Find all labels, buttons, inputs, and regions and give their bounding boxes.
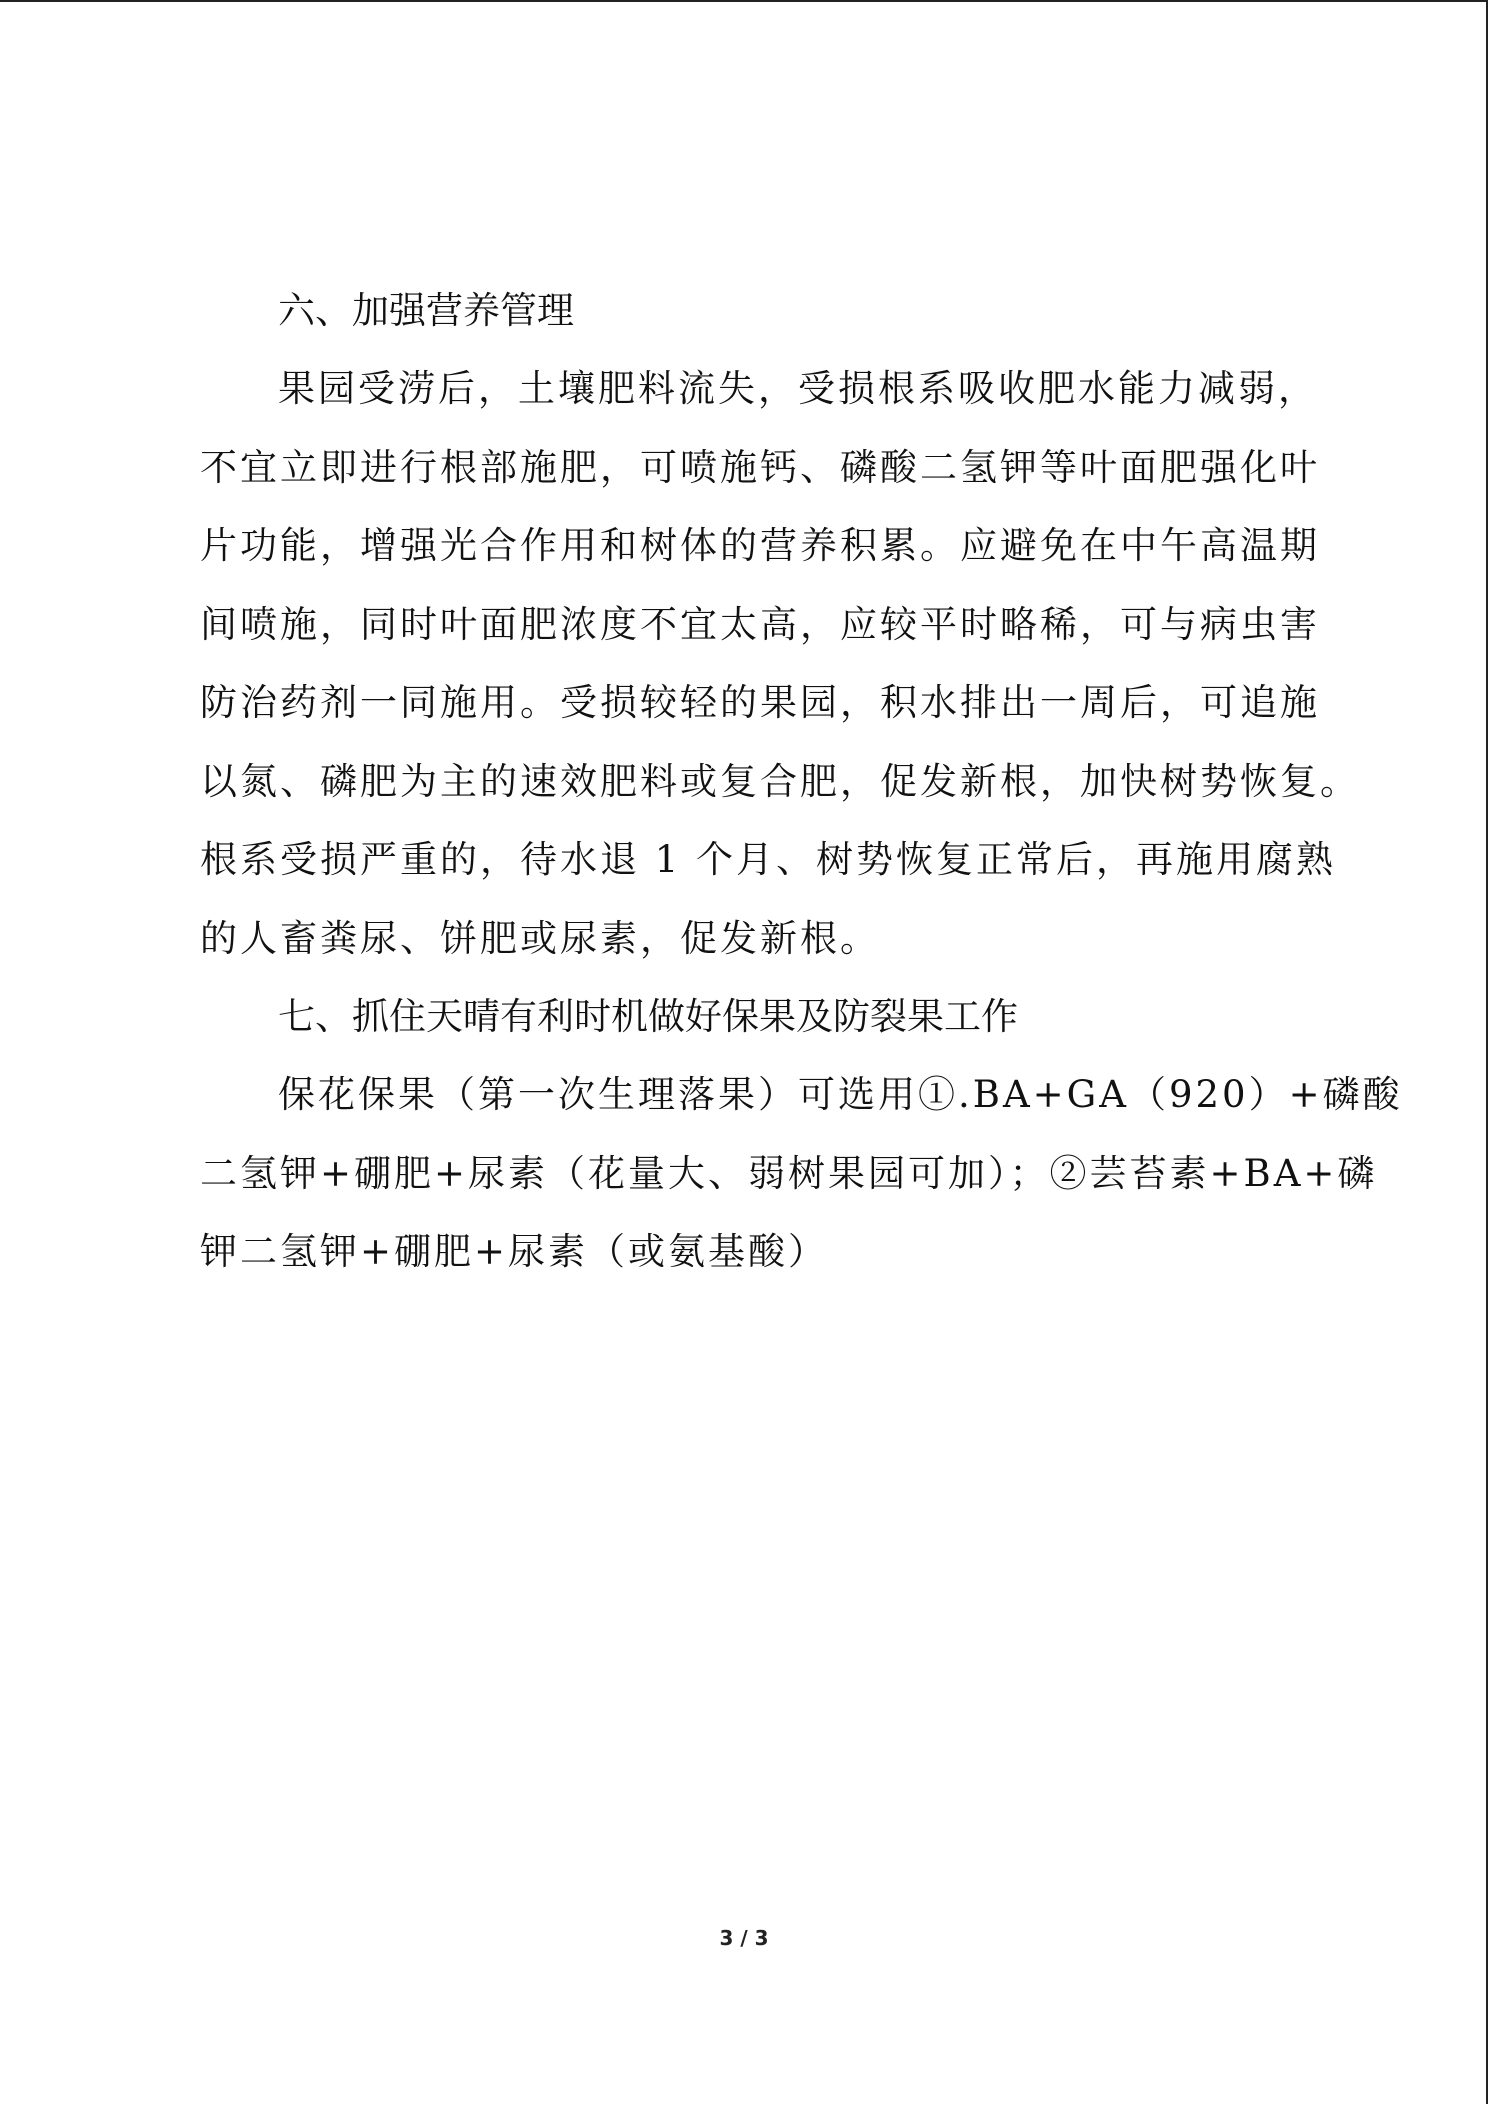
paragraph-line: 的人畜粪尿、饼肥或尿素，促发新根。 <box>200 916 880 960</box>
paragraph-line: 以氮、磷肥为主的速效肥料或复合肥，促发新根，加快树势恢复。 <box>200 759 1360 803</box>
paragraph-line: 片功能，增强光合作用和树体的营养积累。应避免在中午高温期 <box>200 524 1320 567</box>
paragraph-line: 不宜立即进行根部施肥，可喷施钙、磷酸二氢钾等叶面肥强化叶 <box>200 445 1320 489</box>
paragraph-line: 防治药剂一同施用。受损较轻的果园，积水排出一周后，可追施 <box>200 681 1320 724</box>
page-number: 3 / 3 <box>719 1926 769 1950</box>
paragraph-line: 钾二氢钾+硼肥+尿素（或氨基酸） <box>200 1230 829 1273</box>
paragraph-line: 保花保果（第一次生理落果）可选用①.BA+GA（920）+磷酸 <box>278 1073 1403 1116</box>
paragraph-line: 根系受损严重的，待水退 1 个月、树势恢复正常后，再施用腐熟 <box>200 838 1337 881</box>
document-body <box>200 272 1403 1292</box>
section-heading-7: 七、抓住天晴有利时机做好保果及防裂果工作 <box>278 995 1018 1038</box>
paragraph-line: 间喷施，同时叶面肥浓度不宜太高，应较平时略稀，可与病虫害 <box>200 602 1320 646</box>
section-paragraph-6 <box>200 350 1360 978</box>
paragraph-line: 果园受涝后，土壤肥料流失，受损根系吸收肥水能力减弱， <box>278 367 1318 410</box>
section-heading-6: 六、加强营养管理 <box>278 289 574 332</box>
paragraph-line: 二氢钾+硼肥+尿素（花量大、弱树果园可加）；②芸苔素+BA+磷 <box>200 1151 1378 1195</box>
section-paragraph-7 <box>200 1056 1403 1292</box>
